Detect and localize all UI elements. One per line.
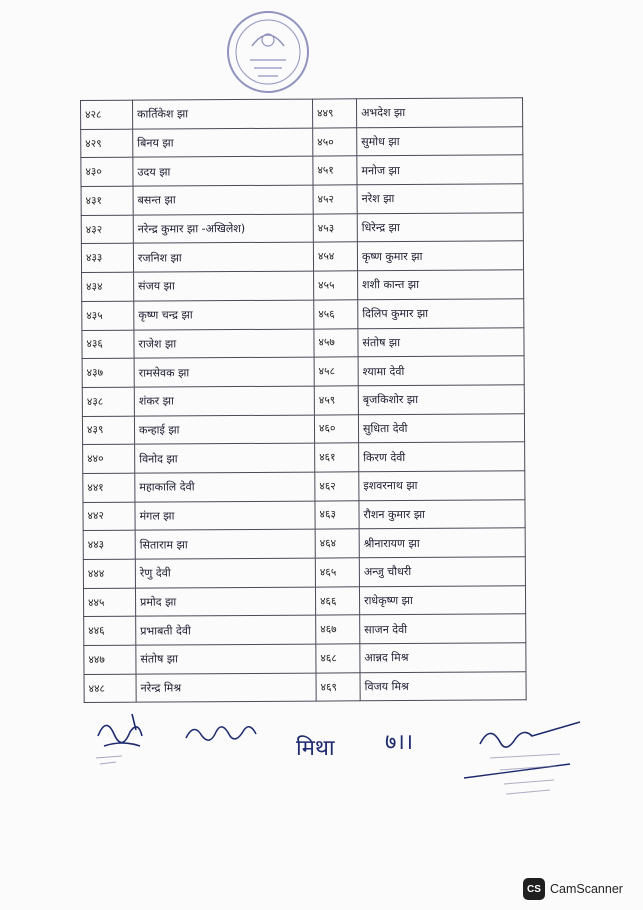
serial-number-left: ४४७: [84, 645, 136, 674]
person-name-left: उदय झा: [133, 156, 313, 186]
table-row: [82, 270, 524, 301]
person-name-left: संजय झा: [134, 271, 314, 301]
table-row: [82, 299, 524, 330]
person-name-right: साजन देवी: [360, 614, 526, 644]
table-row: [82, 327, 524, 358]
serial-number-right: ४५७: [314, 328, 358, 357]
table-row: [81, 98, 523, 129]
person-name-left: रजनिश झा: [133, 243, 313, 273]
table-row: [81, 155, 523, 186]
person-name-right: कृष्ण कुमार झा: [357, 241, 523, 271]
serial-number-right: ४६८: [316, 644, 360, 673]
serial-number-left: ४३३: [81, 244, 133, 273]
serial-number-right: ४४९: [312, 99, 356, 128]
person-name-right: श्रीनारायण झा: [359, 528, 525, 558]
person-name-right: विजय मिश्र: [360, 672, 526, 702]
table-row: [83, 442, 525, 473]
table-row: [82, 385, 524, 416]
person-name-left: बसन्त झा: [133, 185, 313, 215]
serial-number-left: ४३०: [81, 158, 133, 187]
table-row: [84, 672, 526, 703]
official-seal-icon: [222, 6, 314, 98]
person-name-right: श्यामा देवी: [358, 356, 524, 386]
serial-number-right: ४५२: [313, 185, 357, 214]
table-row: [81, 184, 523, 215]
signature-left-icon: [92, 706, 162, 766]
serial-number-left: ४३२: [81, 215, 133, 244]
serial-number-right: ४६३: [315, 500, 359, 529]
person-name-right: किरण देवी: [359, 442, 525, 472]
serial-number-right: ४६१: [315, 443, 359, 472]
signature-right-icon: [460, 714, 590, 804]
person-name-left: बिनय झा: [133, 128, 313, 158]
serial-number-left: ४४६: [84, 617, 136, 646]
person-name-right: राधेकृष्ण झा: [359, 585, 525, 615]
person-name-right: दिलिप कुमार झा: [358, 299, 524, 329]
table-row: [81, 241, 523, 272]
serial-number-right: ४६५: [315, 558, 359, 587]
person-name-right: आन्नद मिश्र: [360, 643, 526, 673]
serial-number-left: ४२९: [81, 129, 133, 158]
serial-number-right: ४५५: [314, 271, 358, 300]
person-name-right: संतोष झा: [358, 327, 524, 357]
signature-mark-1: मिथा: [296, 736, 335, 761]
camscanner-label: CamScanner: [550, 882, 623, 896]
serial-number-left: ४३६: [82, 330, 134, 359]
person-name-left: नरेन्द्र कुमार झा -अखिलेश): [133, 214, 313, 244]
person-name-left: राजेश झा: [134, 329, 314, 359]
signature-mark-2: ७।।: [385, 730, 414, 755]
signature-area: [0, 700, 643, 820]
serial-number-left: ४३५: [82, 301, 134, 330]
serial-number-left: ४४१: [83, 473, 135, 502]
serial-number-right: ४५८: [314, 357, 358, 386]
serial-number-right: ४६७: [316, 615, 360, 644]
table-row: [82, 413, 524, 444]
person-name-left: महाकालि देवी: [135, 472, 315, 502]
serial-number-right: ४६०: [314, 414, 358, 443]
camscanner-logo-icon: CS: [523, 878, 545, 900]
serial-number-right: ४६२: [315, 472, 359, 501]
table-row: [82, 356, 524, 387]
serial-number-left: ४२८: [81, 100, 133, 129]
names-table: [80, 97, 527, 703]
serial-number-right: ४५९: [314, 386, 358, 415]
person-name-right: शशी कान्त झा: [358, 270, 524, 300]
serial-number-left: ४३१: [81, 186, 133, 215]
table-row: [84, 643, 526, 674]
serial-number-left: ४४४: [83, 559, 135, 588]
person-name-left: नरेन्द्र मिश्र: [136, 673, 316, 703]
serial-number-right: ४६४: [315, 529, 359, 558]
person-name-right: इशवरनाथ झा: [359, 471, 525, 501]
serial-number-right: ४५१: [313, 156, 357, 185]
person-name-right: नरेश झा: [357, 184, 523, 214]
serial-number-left: ४३८: [82, 387, 134, 416]
person-name-right: धिरेन्द्र झा: [357, 213, 523, 243]
person-name-left: विनोद झा: [135, 443, 315, 473]
table-row: [83, 528, 525, 559]
person-name-left: शंकर झा: [134, 386, 314, 416]
person-name-right: सुधिता देवी: [358, 413, 524, 443]
person-name-left: कन्हाई झा: [134, 415, 314, 445]
person-name-left: संतोष झा: [136, 644, 316, 674]
person-name-left: कार्तिकेश झा: [133, 99, 313, 129]
person-name-right: रौशन कुमार झा: [359, 499, 525, 529]
table-row: [84, 614, 526, 645]
person-name-right: अन्जु चौधरी: [359, 557, 525, 587]
serial-number-left: ४३७: [82, 358, 134, 387]
serial-number-left: ४४५: [83, 588, 135, 617]
signature-middle-icon: [182, 714, 262, 750]
serial-number-left: ४३४: [82, 272, 134, 301]
serial-number-right: ४६६: [315, 586, 359, 615]
person-name-left: मंगल झा: [135, 501, 315, 531]
person-name-left: प्रमोद झा: [135, 587, 315, 617]
person-name-left: रेणु देवी: [135, 558, 315, 588]
person-name-left: कृष्ण चन्द्र झा: [134, 300, 314, 330]
camscanner-watermark: [523, 877, 635, 901]
person-name-left: सिताराम झा: [135, 529, 315, 559]
serial-number-right: ४५४: [313, 242, 357, 271]
serial-number-left: ४३९: [82, 416, 134, 445]
table-row: [83, 557, 525, 588]
person-name-right: अभदेश झा: [356, 98, 522, 128]
person-name-left: रामसेवक झा: [134, 357, 314, 387]
serial-number-right: ४५३: [313, 214, 357, 243]
person-name-right: मनोज झा: [357, 155, 523, 185]
table-row: [83, 499, 525, 530]
person-name-right: सुमोध झा: [357, 126, 523, 156]
serial-number-left: ४४३: [83, 530, 135, 559]
table-row: [83, 585, 525, 616]
person-name-left: प्रभाबती देवी: [136, 615, 316, 645]
table-row: [81, 213, 523, 244]
person-name-right: बृजकिशोर झा: [358, 385, 524, 415]
serial-number-right: ४५०: [313, 127, 357, 156]
names-table-body: [81, 98, 527, 703]
table-row: [83, 471, 525, 502]
serial-number-right: ४६९: [316, 673, 360, 702]
table-row: [81, 126, 523, 157]
serial-number-right: ४५६: [314, 300, 358, 329]
serial-number-left: ४४८: [84, 674, 136, 703]
serial-number-left: ४४०: [83, 444, 135, 473]
serial-number-left: ४४२: [83, 502, 135, 531]
